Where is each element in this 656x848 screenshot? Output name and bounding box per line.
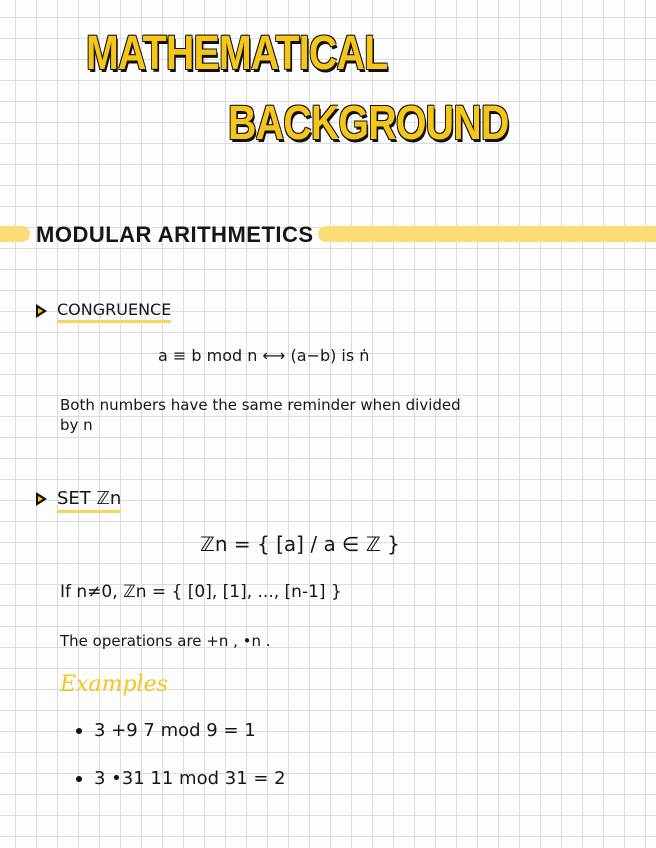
congruence-heading-text: CONGRUENCE — [57, 300, 171, 323]
set-zn-heading — [36, 488, 121, 509]
congruence-heading — [36, 300, 171, 319]
bullet-dot-icon — [76, 728, 82, 734]
section-highlight-right — [318, 226, 656, 242]
congruence-explanation-2: by n — [60, 416, 93, 434]
set-zn-operations-line: The operations are +n , •n . — [60, 632, 271, 650]
title-line-1: MATHEMATICAL — [86, 27, 388, 80]
triangle-bullet-icon — [36, 492, 47, 506]
congruence-formula: a ≡ b mod n ⟷ (a−b) is ṅ — [158, 346, 370, 365]
section-highlight-left — [0, 226, 30, 242]
set-zn-definition: ℤn = { [a] / a ∈ ℤ } — [200, 532, 400, 556]
bullet-dot-icon — [76, 776, 82, 782]
example-item-text: 3 •31 11 mod 31 = 2 — [94, 768, 286, 789]
section-title: MODULAR ARITHMETICS — [36, 222, 314, 247]
set-zn-if-line: If n≠0, ℤn = { [0], [1], ..., [n-1] } — [60, 582, 342, 602]
title-line-2: BACKGROUND — [228, 97, 509, 150]
congruence-explanation-1: Both numbers have the same reminder when divided — [60, 396, 461, 414]
example-item — [76, 768, 286, 789]
example-item — [76, 720, 256, 741]
examples-heading: Examples — [60, 672, 168, 697]
set-zn-heading-text: SET ℤn — [57, 488, 121, 513]
triangle-bullet-icon — [36, 304, 47, 318]
example-item-text: 3 +9 7 mod 9 = 1 — [94, 720, 256, 741]
